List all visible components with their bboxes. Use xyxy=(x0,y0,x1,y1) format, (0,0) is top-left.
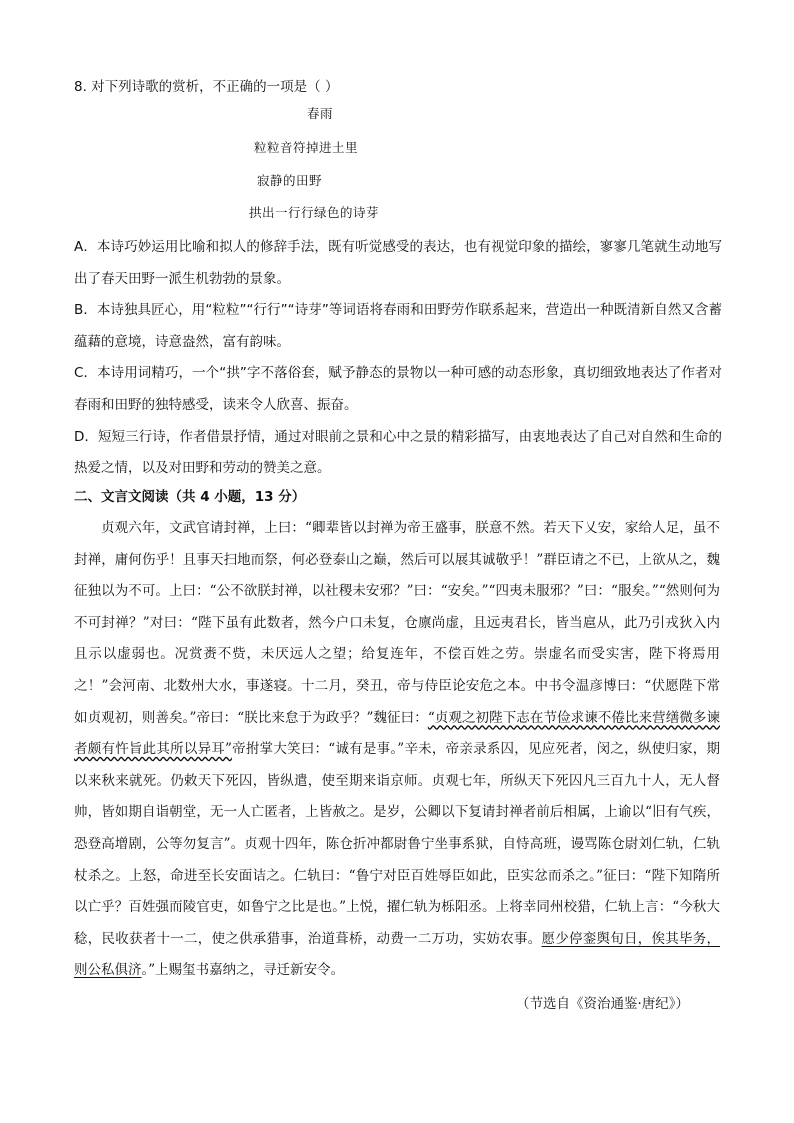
passage-text-1: 贞观六年，文武官请封禅，上曰：“卿辈皆以封禅为帝王盛事，朕意不然。若天下乂安，家给人足，虽不封禅，庸何伤乎！且事天扫地而祭，何必登泰山之巅，然后可以展其诚敬乎！”群臣请之不已，上欲从之，魏征独以为不可。上曰：“公不欲朕封禅，以社稷未安邪？”曰：“安矣。”“四夷未服邪？”曰：“服矣。”“然则何为不可封禅？”对曰：“陛下虽有此数者，然今户口未复，仓廪尚虚，且远夷君长，皆当扈从，此乃引戎狄入内且示以虚弱也。况赏赉不赀，未厌远人之望；给复连年，不偿百姓之劳。崇虚名而受实害，陛下将焉用之！”会河南、北数州大水，事遂寝。十二月，癸丑，帝与侍臣论安危之本。中书令温彦博曰：“伏愿陛下常如贞观初，则善矣。”帝曰：“朕比来怠于为政乎？”魏征曰： xyxy=(74,520,720,726)
classical-chinese-passage xyxy=(74,513,720,987)
option-d: D．短短三行诗，作者借景抒情，通过对眼前之景和心中之景的精彩描写，由衷地表达了自己对自然和生命的热爱之情，以及对田野和劳动的赞美之意。 xyxy=(74,428,722,477)
wavy-underlined-sentence: “贞观之初陛下志在节俭求谏不倦比来营缮微多谏者颇有忤旨此其所以异耳” xyxy=(74,709,720,758)
passage-source: （节选自《资治通鉴·唐纪》） xyxy=(516,996,690,1012)
section-2-heading: 二、文言文阅读（共 4 小题，13 分） xyxy=(74,489,306,505)
option-b: B．本诗独具匠心，用“粒粒”“行行”“诗芽”等词语将春雨和田野劳作联系起来，营造出一种既清新自然又含蓄蕴藉的意境，诗意盎然，富有韵味。 xyxy=(74,302,722,350)
question-8-stem: 8. 对下列诗歌的赏析，不正确的一项是（ ） xyxy=(74,79,339,95)
poem-line-3: 拱出一行行绿色的诗芽 xyxy=(249,205,380,220)
poem-title: 春雨 xyxy=(307,106,334,121)
passage-text-2: 帝拊掌大笑曰：“诚有是事。”辛未，帝亲录系囚，见应死者，闵之，纵使归家，期以来秋来就死。仍敕天下死囚，皆纵遣，使至期来诣京师。贞观七年，所纵天下死囚凡三百九十人，无人督帅，皆如期自诣朝堂，无一人亡匿者，上皆赦之。是岁，公卿以下复请封禅者前后相属，上谕以“旧有气疾，恐登高增剧，公等勿复言”。贞观十四年，陈仓折冲都尉鲁宁坐事系狱，自恃高班，谩骂陈仓尉刘仁轨，仁轨杖杀之。上怒，命进至长安面诘之。仁轨曰：“鲁宁对臣百姓辱臣如此，臣实忿而杀之。”征曰：“陛下知隋所以亡乎？百姓强而陵官吏，如鲁宁之比是也。”上悦，擢仁轨为栎阳丞。上将幸同州校猎，仁轨上言：“今秋大稔，民收获者十一二，使之供承猎事，治道葺桥，动费一二万功，实妨农事。 xyxy=(74,741,720,947)
passage-text-3: 。”上赐玺书嘉纳之，寻迁新安令。 xyxy=(141,962,345,979)
option-a: A．本诗巧妙运用比喻和拟人的修辞手法，既有听觉感受的表达，也有视觉印象的描绘，寥寥几笔就生动地写出了春天田野一派生机勃勃的景象。 xyxy=(74,239,722,287)
poem-line-1: 粒粒音符掉进土里 xyxy=(254,140,359,155)
option-c: C．本诗用词精巧，一个“拱”字不落俗套，赋予静态的景物以一种可感的动态形象，真切细致地表达了作者对春雨和田野的独特感受，读来令人欣喜、振奋。 xyxy=(74,365,722,413)
question-8-options xyxy=(74,232,722,485)
poem-line-2: 寂静的田野 xyxy=(257,173,323,188)
underlined-sentence: 愿少停銮舆旬日，俟其毕务，则公私俱济 xyxy=(74,930,720,979)
